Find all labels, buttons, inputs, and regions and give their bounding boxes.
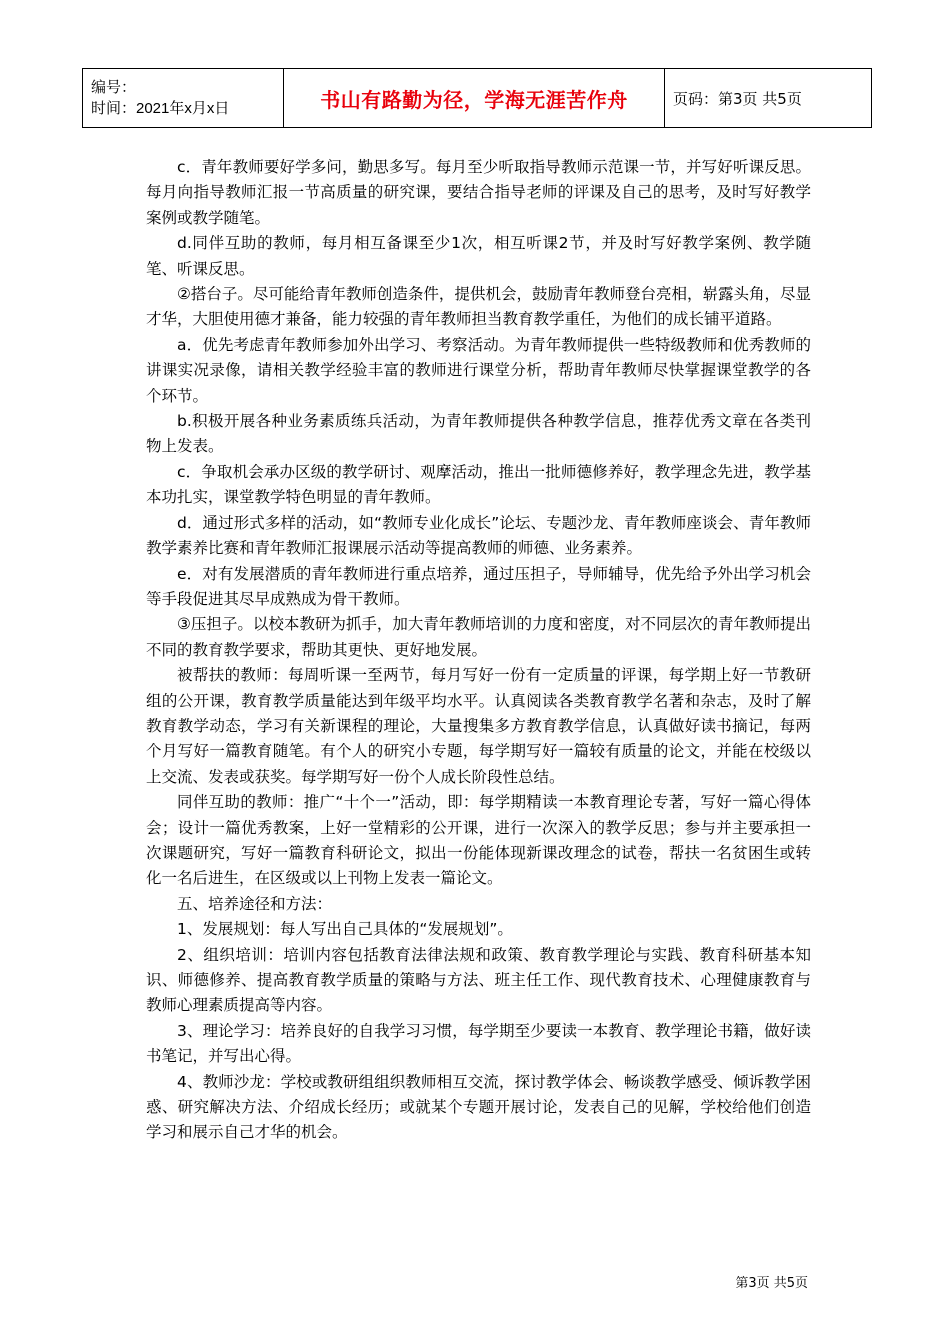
page-footer: 第3页 共5页 <box>735 1276 808 1291</box>
paragraph: ③压担子。以校本教研为抓手，加大青年教师培训的力度和密度，对不同层次的青年教师提出不同的教育教学要求，帮助其更快、更好地发展。 <box>146 615 811 659</box>
paragraph: 被帮扶的教师：每周听课一至两节，每月写好一份有一定质量的评课，每学期上好一节教研组的公开课，教育教学质量能达到年级平均水平。认真阅读各类教育教学名著和杂志，及时了解教育教学动态，学习有关新课程的理论，大量搜集多方教育教学信息，认真做好读书摘记，每两个月写好一篇教育随笔。有个人的研究小专题，每学期写好一篇较有质量的论文，并能在校级以上交流、发表或获奖。每学期写好一份个人成长阶段性总结。 <box>146 666 811 786</box>
paragraph: e．对有发展潜质的青年教师进行重点培养，通过压担子，导师辅导，优先给予外出学习机会等手段促进其尽早成熟成为骨干教师。 <box>146 564 811 608</box>
section-heading: 五、培养途径和方法： <box>177 894 333 913</box>
paragraph: 2、组织培训：培训内容包括教育法律法规和政策、教育教学理论与实践、教育科研基本知识、师德修养、提高教育教学质量的策略与方法、班主任工作、现代教育技术、心理健康教育与教师心理素质提高等内容。 <box>146 945 811 1015</box>
document-date: 时间：2021年x月x日 <box>91 100 230 117</box>
paragraph: 4、教师沙龙：学校或教研组组织教师相互交流，探讨教学体会、畅谈教学感受、倾诉教学困惑、研究解决方法、介绍成长经历；或就某个专题开展讨论，发表自己的见解，学校给他们创造学习和展示自己才华的机会。 <box>146 1072 811 1142</box>
paragraph: d.同伴互助的教师，每月相互备课至少1次，相互听课2节，并及时写好教学案例、教学随笔、听课反思。 <box>146 234 811 278</box>
paragraph: d．通过形式多样的活动，如“教师专业化成长”论坛、专题沙龙、青年教师座谈会、青年教师教学素养比赛和青年教师汇报课展示活动等提高教师的师德、业务素养。 <box>146 513 811 558</box>
header-motto: 书山有路勤为径，学海无涯苦作舟 <box>320 87 628 112</box>
paragraph: c．争取机会承办区级的教学研讨、观摩活动，推出一批师德修养好，教学理念先进，教学基本功扎实，课堂教学特色明显的青年教师。 <box>146 462 811 507</box>
header-page-cell <box>665 69 872 128</box>
paragraph: 3、理论学习：培养良好的自我学习习惯，每学期至少要读一本教育、教学理论书籍，做好读书笔记，并写出心得。 <box>146 1021 811 1066</box>
paragraph: ②搭台子。尽可能给青年教师创造条件，提供机会，鼓励青年教师登台亮相，崭露头角，尽显才华，大胆使用德才兼备，能力较强的青年教师担当教育教学重任，为他们的成长铺平道路。 <box>146 285 811 329</box>
paragraph: 同伴互助的教师：推广“十个一”活动，即：每学期精读一本教育理论专著，写好一篇心得体会；设计一篇优秀教案，上好一堂精彩的公开课，进行一次深入的教学反思；参与并主要承担一次课题研究，写好一篇教育科研论文，拟出一份能体现新课改理念的试卷，帮扶一名贫困生或转化一名后进生，在区级或以上刊物上发表一篇论文。 <box>146 793 811 888</box>
paragraph: 1、发展规划：每人写出自己具体的“发展规划”。 <box>177 920 513 939</box>
header-meta-cell <box>83 69 284 128</box>
paragraph: b.积极开展各种业务素质练兵活动，为青年教师提供各种教学信息，推荐优秀文章在各类刊物上发表。 <box>146 412 811 456</box>
page-header <box>82 68 872 128</box>
paragraph: a．优先考虑青年教师参加外出学习、考察活动。为青年教师提供一些特级教师和优秀教师的讲课实况录像，请相关教学经验丰富的教师进行课堂分析，帮助青年教师尽快掌握课堂教学的各个环节。 <box>146 335 811 405</box>
body-text <box>146 155 811 1146</box>
header-page-code: 页码：第3页 共5页 <box>673 89 802 108</box>
paragraph: c．青年教师要好学多问，勤思多写。每月至少听取指导教师示范课一节，并写好听课反思。每月向指导教师汇报一节高质量的研究课，要结合指导老师的评课及自己的思考，及时写好教学案例或教学随笔。 <box>146 158 811 227</box>
header-motto-cell <box>284 69 665 128</box>
document-number: 编号： <box>91 79 137 96</box>
